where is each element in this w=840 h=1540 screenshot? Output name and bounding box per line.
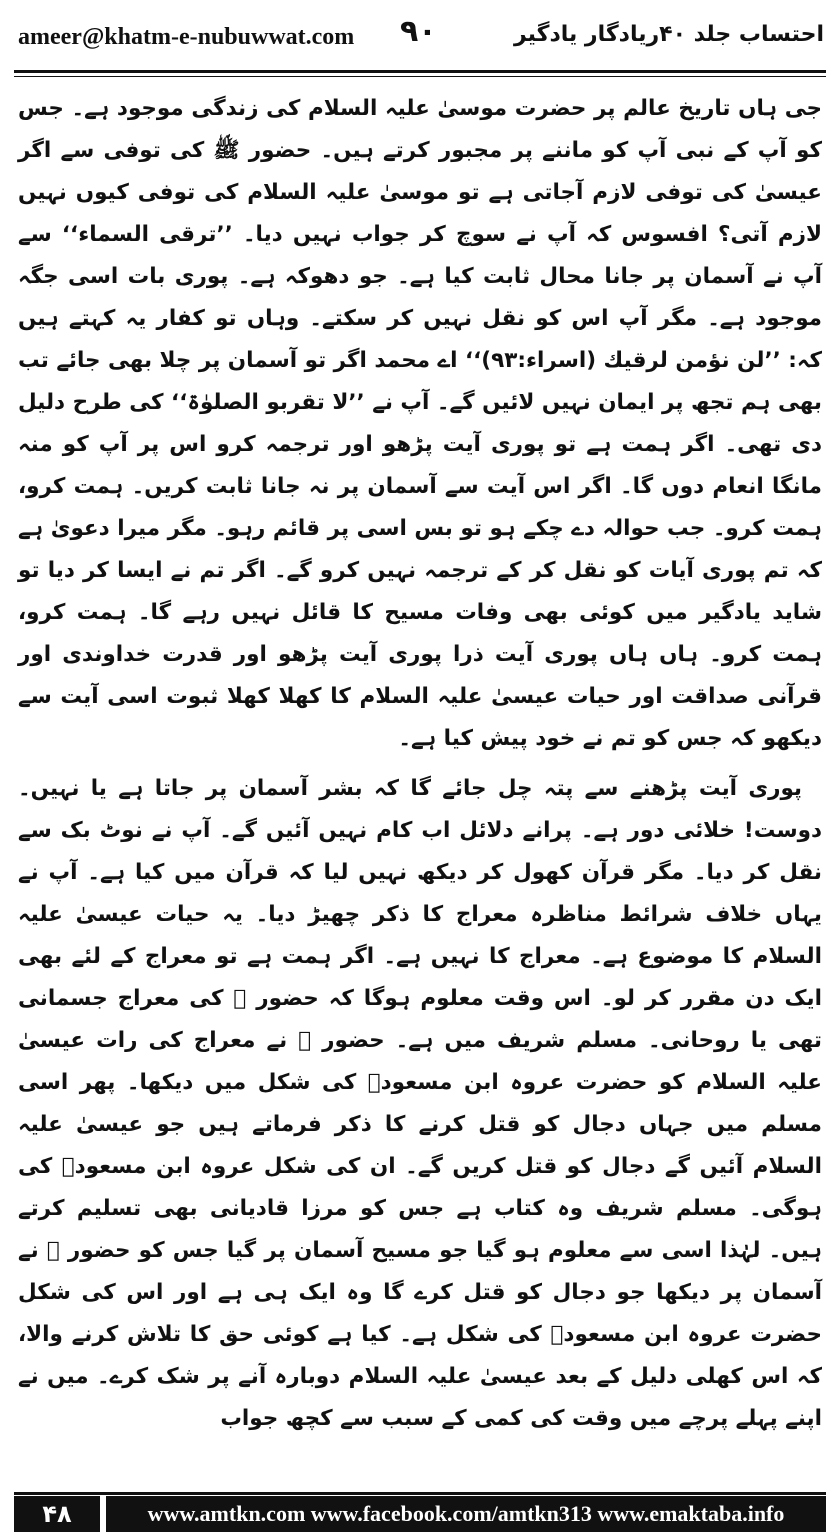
page-body: [18, 88, 822, 1440]
footer-rule: [14, 1492, 826, 1495]
header-book-title: احتساب جلد ۴۰ریادگار یادگیر: [514, 22, 824, 47]
page-footer: [14, 1492, 826, 1532]
footer-page-number: ۴۸: [14, 1496, 100, 1532]
body-paragraph-1: جی ہاں تاریخ عالم پر حضرت موسیٰ علیہ السلام کی زندگی موجود ہے۔ جس کو آپ کے نبی آپ کو ماننے پر مجبور کرتے ہیں۔ حضور ﷺ کی توفی سے اگر عیسیٰ کی توفی لازم آجاتی ہے تو موسیٰ علیہ السلام کی توفی کیوں نہیں لازم آتی؟ افسوس کہ آپ نے سوچ کر جواب نہیں دیا۔ ’’ترقی السماء‘‘ سے آپ نے آسمان پر جانا محال ثابت کیا ہے۔ جو دھوکہ ہے۔ پوری بات اسی جگہ موجود ہے۔ مگر آپ اس کو نقل نہیں کر سکتے۔ وہاں تو کفار یہ کہتے ہیں کہ: ’’لن نؤمن لرقیك (اسراء:۹۳)‘‘ اے محمد اگر تو آسمان پر چلا بھی جائے تب بھی ہم تجھ پر ایمان نہیں لائیں گے۔ آپ نے ’’لا تقربو الصلوٰۃ‘‘ کی طرح دلیل دی تھی۔ اگر ہمت ہے تو پوری آیت پڑھو اور ترجمہ کرو اس پر آپ کو منہ مانگا انعام دوں گا۔ اگر اس آیت سے آسمان پر نہ جانا ثابت کریں۔ ہمت کرو، ہمت کرو۔ جب حوالہ دے چکے ہو تو بس اسی پر قائم رہو۔ مگر میرا دعویٰ ہے کہ تم پوری آیات کو نقل کر کے ترجمہ نہیں کرو گے۔ اگر تم نے ایسا کر دیا تو شاید یادگیر میں کوئی بھی وفات مسیح کا قائل نہیں رہے گا۔ ہمت کرو، ہمت کرو۔ ہاں ہاں پوری آیت ذرا پوری آیت پڑھو اور قدرت خداوندی اور قرآنی صداقت اور حیات عیسیٰ علیہ السلام کا کھلا کھلا ثبوت اسی آیت سے دیکھو کہ جس کو تم نے خود پیش کیا ہے۔: [18, 96, 822, 751]
header-rule-thin: [14, 76, 826, 77]
header-page-number: ۹۰: [400, 14, 437, 49]
header-rule: [14, 70, 826, 73]
footer-links: www.amtkn.com www.facebook.com/amtkn313 www.emaktaba.info: [106, 1496, 826, 1532]
body-paragraph-2: پوری آیت پڑھنے سے پتہ چل جائے گا کہ بشر آسمان پر جاتا ہے یا نہیں۔ دوست! خلائی دور ہے۔ پرانے دلائل اب کام نہیں آئیں گے۔ آپ نے نوٹ بک سے نقل کر دیا۔ مگر قرآن کھول کر دیکھ نہیں لیا کہ قرآن میں کیا ہے۔ آپ نے یہاں خلاف شرائط مناظرہ معراج کا ذکر چھیڑ دیا۔ یہ حیات عیسیٰ علیہ السلام کا موضوع ہے۔ معراج کا نہیں ہے۔ اگر ہمت ہے تو معراج کے لئے بھی ایک دن مقرر کر لو۔ اس وقت معلوم ہوگا کہ حضور ﷺ کی معراج جسمانی تھی یا روحانی۔ مسلم شریف میں ہے۔ حضور ﷺ نے معراج کی رات عیسیٰ علیہ السلام کو حضرت عروہ ابن مسعودؓ کی شکل میں دیکھا۔ پھر اسی مسلم میں جہاں دجال کو قتل کرنے کا ذکر فرماتے ہیں جو عیسیٰ علیہ السلام آئیں گے دجال کو قتل کریں گے۔ ان کی شکل عروہ ابن مسعودؓ کی ہوگی۔ مسلم شریف وہ کتاب ہے جس کو مرزا قادیانی بھی تسلیم کرتے ہیں۔ لہٰذا اسی سے معلوم ہو گیا جو مسیح آسمان پر گیا جس کو حضور ﷺ نے آسمان پر دیکھا جو دجال کو قتل کرے گا وہ ایک ہی ہے اور اس کی شکل حضرت عروہ ابن مسعودؓ کی شکل ہے۔ کیا ہے کوئی حق کا تلاش کرنے والا، کہ اس کھلی دلیل کے بعد عیسیٰ علیہ السلام دوبارہ آنے پر شک کرے۔ میں نے اپنے پہلے پرچے میں وقت کی کمی کے سبب سے کچھ جواب: [18, 776, 822, 1431]
header-email: ameer@khatm-e-nubuwwat.com: [18, 24, 355, 50]
page-header: [0, 0, 840, 78]
